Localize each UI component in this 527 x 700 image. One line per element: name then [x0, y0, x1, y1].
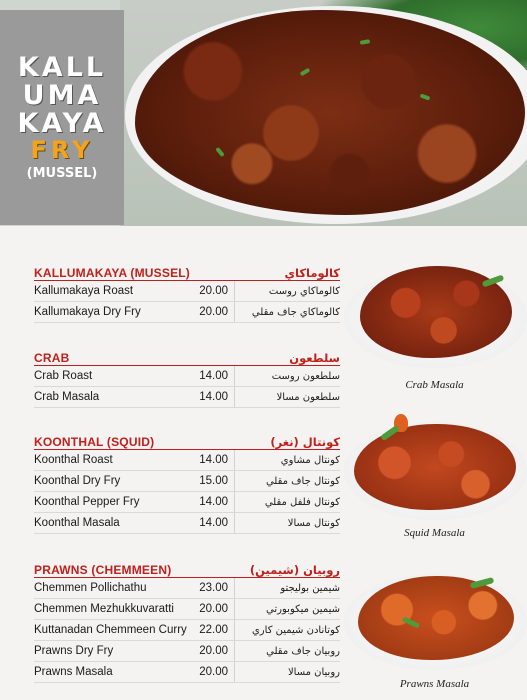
item-name: Koonthal Masala	[34, 517, 120, 529]
menu-section-mussel	[34, 260, 340, 323]
item-price: 14.00	[199, 517, 228, 529]
menu-section-crab	[34, 345, 340, 408]
dish-caption: Crab Masala	[405, 379, 464, 391]
item-name-arabic: سلطعون روست	[234, 366, 340, 386]
item-price: 14.00	[199, 496, 228, 508]
item-price: 20.00	[199, 603, 228, 615]
item-price: 20.00	[199, 666, 228, 678]
squid-masala-photo	[342, 402, 527, 542]
section-header	[34, 557, 340, 578]
section-title: PRAWNS (CHEMMEEN)	[34, 563, 172, 577]
menu-item	[34, 450, 340, 471]
item-name-arabic: شيمين ميكوبورتي	[234, 599, 340, 619]
menu-item	[34, 599, 340, 620]
item-name-arabic: كونتال مشاوي	[234, 450, 340, 470]
mussel-fry-dish	[135, 10, 525, 215]
item-name: Crab Roast	[34, 370, 93, 382]
item-name-arabic: روبيان جاف مقلي	[234, 641, 340, 661]
item-name: Prawns Masala	[34, 666, 113, 678]
prawns-masala-photo	[342, 560, 527, 700]
hero-title-line: UMA	[22, 79, 102, 111]
hero-title-line: KALL	[17, 51, 107, 83]
item-name: Prawns Dry Fry	[34, 645, 114, 657]
section-header	[34, 345, 340, 366]
item-name: Crab Masala	[34, 391, 100, 403]
section-title-arabic: روبيان (شيمين)	[249, 563, 340, 577]
section-title-arabic: كالوماكاي	[284, 266, 340, 280]
item-price: 14.00	[199, 370, 228, 382]
crab-masala-photo	[342, 258, 527, 393]
menu-item	[34, 513, 340, 534]
menu-item	[34, 387, 340, 408]
item-name-arabic: كونتال جاف مقلي	[234, 471, 340, 491]
item-name: Kallumakaya Roast	[34, 285, 134, 297]
menu-item	[34, 492, 340, 513]
section-title: CRAB	[34, 351, 70, 365]
hero-title-box	[0, 10, 124, 225]
menu-item	[34, 366, 340, 387]
item-price: 20.00	[199, 285, 228, 297]
item-name-arabic: كونتال مسالا	[234, 513, 340, 533]
item-price: 20.00	[199, 645, 228, 657]
menu-section-squid	[34, 429, 340, 534]
hero-title-line: KAYA	[17, 107, 107, 139]
item-price: 23.00	[199, 582, 228, 594]
section-header	[34, 260, 340, 281]
prawns-masala-dish	[358, 576, 514, 660]
item-name-arabic: روبيان مسالا	[234, 662, 340, 682]
squid-masala-dish	[354, 424, 516, 510]
menu-item	[34, 620, 340, 641]
item-name-arabic: شيمين بوليجتو	[234, 578, 340, 598]
item-name-arabic: سلطعون مسالا	[234, 387, 340, 407]
menu-item	[34, 471, 340, 492]
item-name: Kallumakaya Dry Fry	[34, 306, 141, 318]
section-title: KOONTHAL (SQUID)	[34, 435, 155, 449]
menu-item	[34, 641, 340, 662]
item-name-arabic: كالوماكاي جاف مقلي	[234, 302, 340, 322]
hero-banner	[0, 0, 527, 226]
item-price: 14.00	[199, 454, 228, 466]
item-price: 22.00	[199, 624, 228, 636]
item-price: 15.00	[199, 475, 228, 487]
item-name-arabic: كالوماكاي روست	[234, 281, 340, 301]
section-title: KALLUMAKAYA (MUSSEL)	[34, 266, 191, 280]
dish-caption: Squid Masala	[404, 527, 465, 539]
item-name-arabic: كونتال فلفل مقلي	[234, 492, 340, 512]
item-name: Chemmen Pollichathu	[34, 582, 147, 594]
item-name: Koonthal Pepper Fry	[34, 496, 140, 508]
item-name-arabic: كوتانادن شيمين كاري	[234, 620, 340, 640]
item-name: Koonthal Dry Fry	[34, 475, 121, 487]
section-title-arabic: سلطعون	[289, 351, 340, 365]
menu-item	[34, 281, 340, 302]
item-name: Koonthal Roast	[34, 454, 113, 466]
menu-section-prawns	[34, 557, 340, 683]
item-price: 14.00	[199, 391, 228, 403]
menu-item	[34, 302, 340, 323]
hero-subtitle: (MUSSEL)	[26, 165, 98, 181]
hero-title-accent: FRY	[30, 135, 94, 164]
item-name: Chemmen Mezhukkuvaratti	[34, 603, 174, 615]
section-header	[34, 429, 340, 450]
item-price: 20.00	[199, 306, 228, 318]
section-title-arabic: كونتال (نغر)	[270, 435, 340, 449]
item-name: Kuttanadan Chemmeen Curry	[34, 624, 187, 636]
dish-caption: Prawns Masala	[399, 678, 470, 690]
menu-item	[34, 662, 340, 683]
menu-item	[34, 578, 340, 599]
